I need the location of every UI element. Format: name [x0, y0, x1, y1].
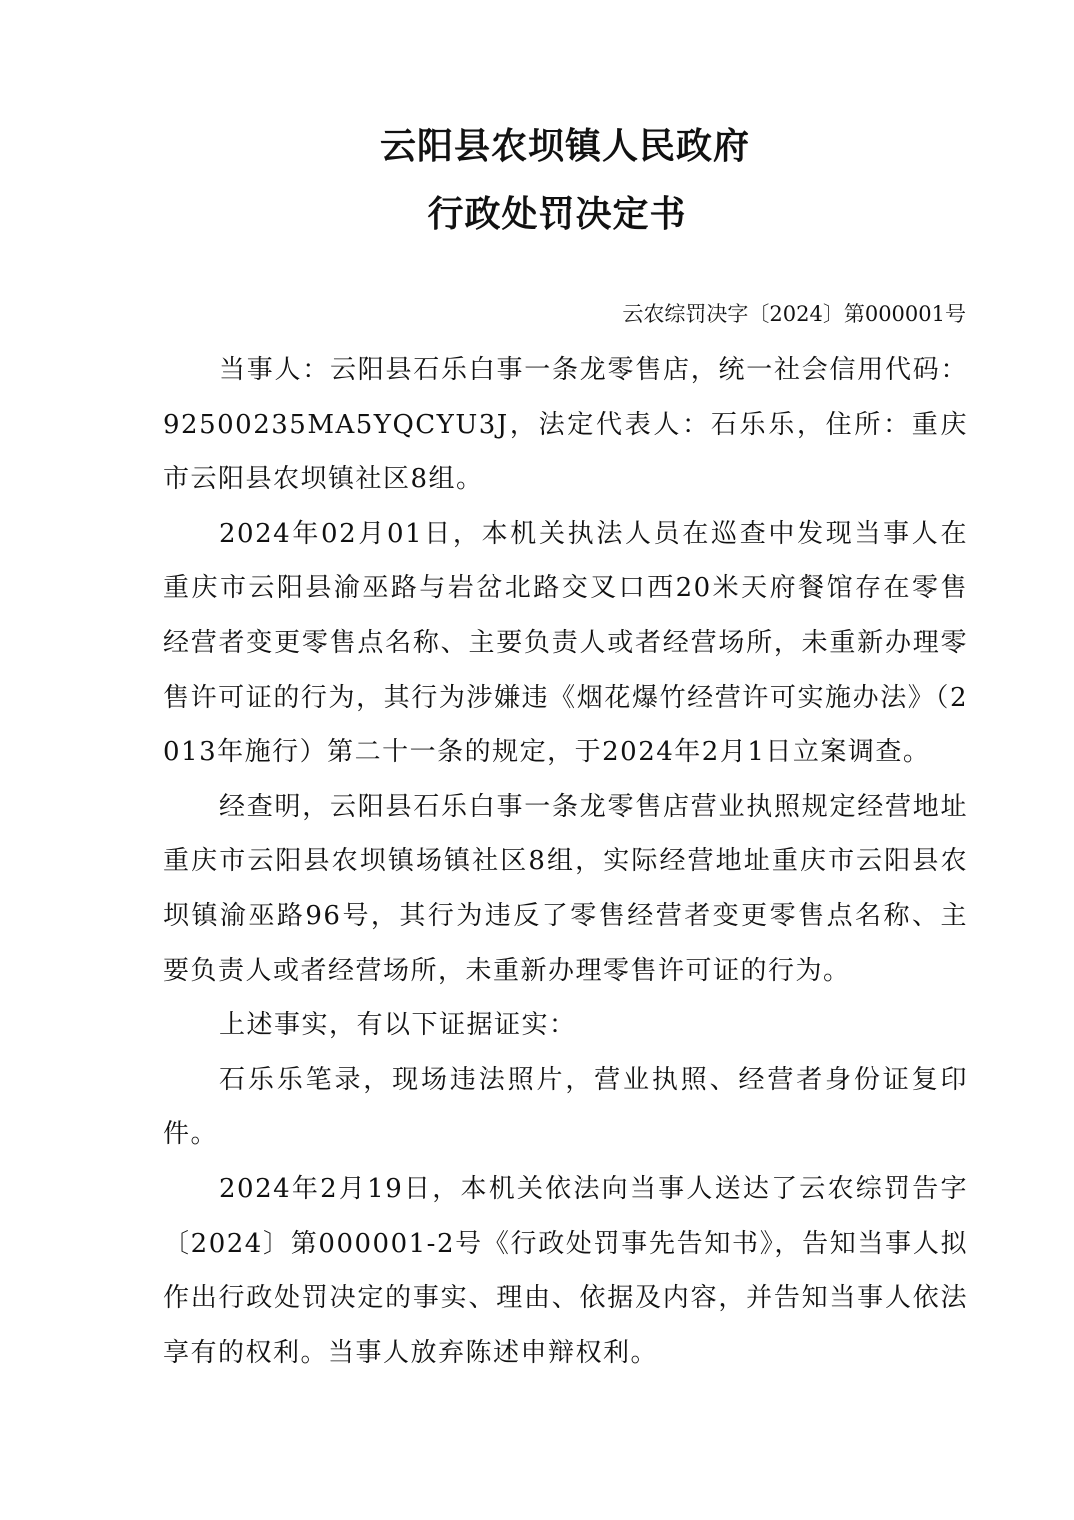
document-title-type: 行政处罚决定书 — [427, 193, 687, 235]
paragraph-prior-notice: 2024年2月19日，本机关依法向当事人送达了云农综罚告字〔2024〕第000001-2号《行政处罚事先告知书》，告知当事人拟作出行政处罚决定的事实、理由、依据及内容，并告知当事人依法享有的权利。当事人放弃陈述申辩权利。 — [163, 1173, 968, 1368]
paragraph-investigation-findings: 经查明，云阳县石乐白事一条龙零售店营业执照规定经营地址重庆市云阳县农坝镇场镇社区8组，实际经营地址重庆市云阳县农坝镇渝巫路96号，其行为违反了零售经营者变更零售点名称、主要负责人或者经营场所，未重新办理零售许可证的行为。 — [163, 791, 968, 986]
document-number: 云农综罚决字〔2024〕第000001号 — [622, 302, 966, 326]
document-body — [163, 343, 968, 1380]
document-title-agency: 云阳县农坝镇人民政府 — [379, 125, 750, 167]
paragraph-case-filing: 2024年02月01日，本机关执法人员在巡查中发现当事人在重庆市云阳县渝巫路与岩岔北路交叉口西20米天府餐馆存在零售经营者变更零售点名称、主要负责人或者经营场所，未重新办理零售许可证的行为，其行为涉嫌违《烟花爆竹经营许可实施办法》（2013年施行）第二十一条的规定，于2024年2月1日立案调查。 — [163, 518, 968, 768]
paragraph-evidence-intro: 上述事实，有以下证据证实： — [219, 1010, 577, 1041]
paragraph-evidence-list: 石乐乐笔录，现场违法照片，营业执照、经营者身份证复印件。 — [163, 1064, 968, 1150]
paragraph-party-info: 当事人：云阳县石乐白事一条龙零售店，统一社会信用代码：92500235MA5YQCYU3J，法定代表人：石乐乐，住所：重庆市云阳县农坝镇社区8组。 — [163, 355, 968, 495]
